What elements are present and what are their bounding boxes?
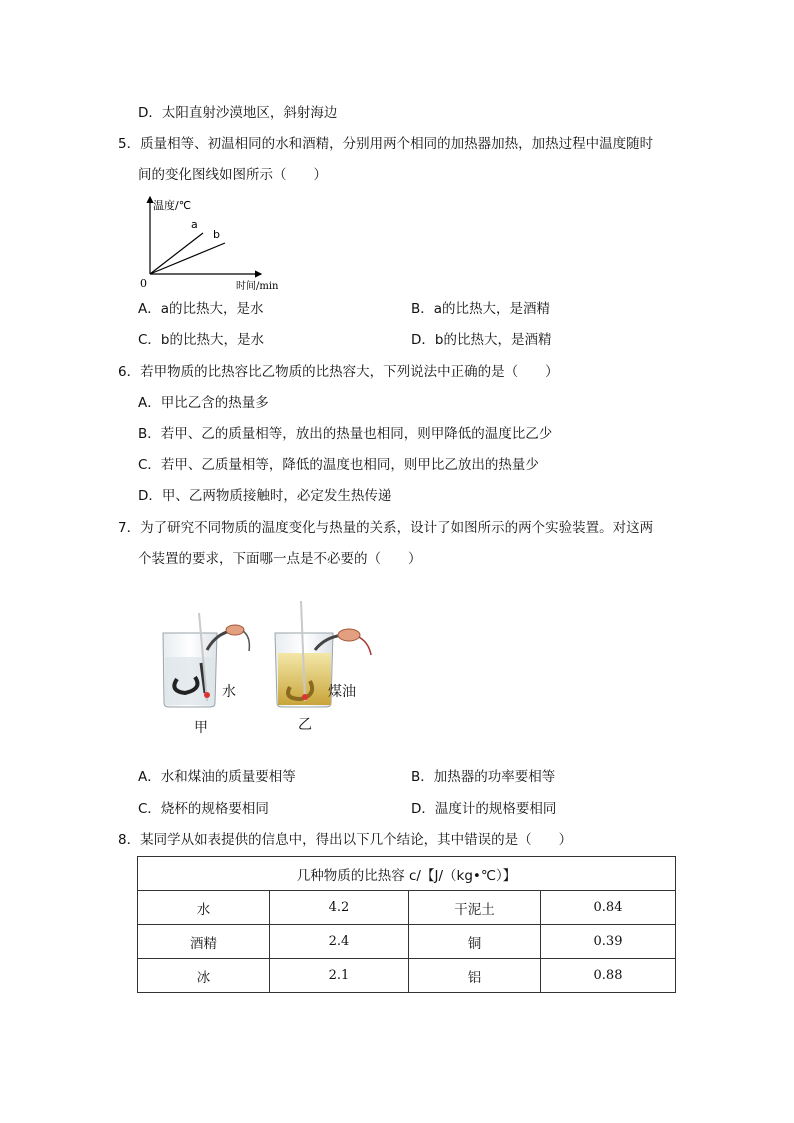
table-cell: 0.84 (541, 891, 676, 925)
table-cell: 铜 (409, 925, 541, 959)
series-a-line (150, 233, 203, 274)
table-header: 几种物质的比热容 c/【J/（kg•℃）】 (138, 857, 676, 891)
q7-option-d: D．温度计的规格要相同 (411, 801, 557, 817)
q6-option-b: B．若甲、乙的质量相等，放出的热量也相同，则甲降低的温度比乙少 (138, 426, 553, 442)
yi-label: 乙 (298, 717, 312, 733)
q7-stem-line2: 个装置的要求，下面哪一点是不必要的（ ） (138, 551, 422, 567)
series-b-line (150, 243, 225, 274)
q7-option-a: A．水和煤油的质量要相等 (138, 769, 296, 785)
origin-label: 0 (140, 277, 147, 290)
q5-option-a: A．a的比热大，是水 (138, 301, 264, 317)
q5-temperature-time-graph (138, 193, 298, 293)
q7-stem-line1: 7．为了研究不同物质的温度变化与热量的关系，设计了如图所示的两个实验装置。对这两 (118, 520, 654, 536)
q5-option-c: C．b的比热大，是水 (138, 332, 264, 348)
specific-heat-table (137, 856, 676, 993)
series-b-label: b (213, 228, 220, 241)
q6-option-c: C．若甲、乙质量相等，降低的温度也相同，则甲比乙放出的热量少 (138, 457, 539, 473)
q6-option-a: A．甲比乙含的热量多 (138, 395, 269, 411)
q7-beaker-photo (155, 595, 385, 740)
table-cell: 水 (138, 891, 270, 925)
water-beaker (163, 613, 249, 707)
table-cell: 干泥土 (409, 891, 541, 925)
table-row (138, 959, 676, 993)
table-cell: 0.39 (541, 925, 676, 959)
jia-label: 甲 (194, 720, 208, 736)
q5-stem-line1: 5．质量相等、初温相同的水和酒精，分别用两个相同的加热器加热，加热过程中温度随时 (118, 136, 654, 152)
q6-option-d: D．甲、乙两物质接触时，必定发生热传递 (138, 488, 392, 504)
kerosene-label: 煤油 (328, 684, 356, 700)
table-cell: 2.4 (270, 925, 409, 959)
water-label: 水 (222, 684, 236, 700)
q7-option-c: C．烧杯的规格要相同 (138, 801, 269, 817)
x-axis-label: 时间/min (236, 281, 279, 292)
series-a-label: a (191, 218, 198, 231)
q5-option-d: D．b的比热大，是酒精 (411, 332, 552, 348)
table-cell: 冰 (138, 959, 270, 993)
y-axis-label: 温度/℃ (153, 199, 192, 212)
table-row (138, 891, 676, 925)
q6-stem: 6．若甲物质的比热容比乙物质的比热容大，下列说法中正确的是（ ） (118, 364, 559, 380)
table-cell: 0.88 (541, 959, 676, 993)
table-cell: 4.2 (270, 891, 409, 925)
table-cell: 酒精 (138, 925, 270, 959)
kerosene-beaker (275, 601, 371, 707)
q5-option-b: B．a的比热大，是酒精 (411, 301, 551, 317)
q7-option-b: B．加热器的功率要相等 (411, 769, 556, 785)
q5-stem-line2: 间的变化图线如图所示（ ） (138, 167, 327, 183)
table-cell: 铝 (409, 959, 541, 993)
table-cell: 2.1 (270, 959, 409, 993)
table-row (138, 925, 676, 959)
q8-stem: 8．某同学从如表提供的信息中，得出以下几个结论，其中错误的是（ ） (118, 832, 573, 848)
q4-option-d: D．太阳直射沙漠地区，斜射海边 (138, 105, 338, 121)
table-header-row (138, 857, 676, 891)
